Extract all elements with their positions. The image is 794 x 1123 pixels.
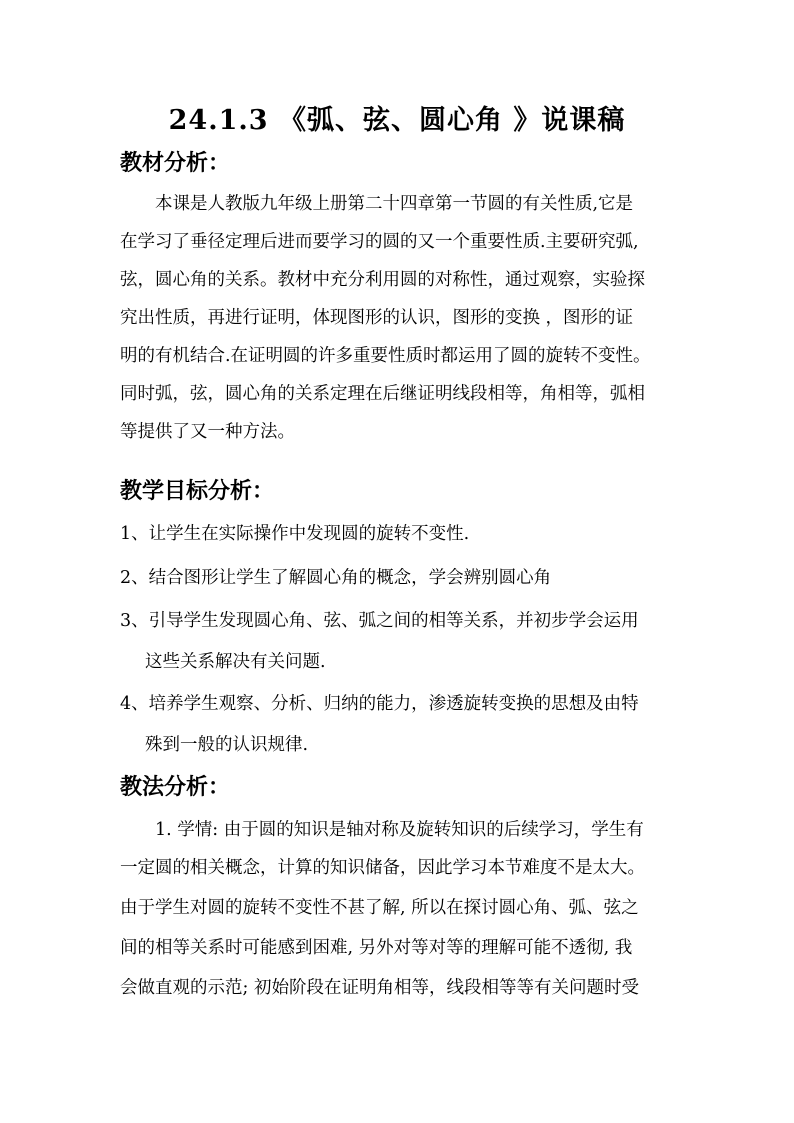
paragraph-line: 等提供了又一种方法。 [120, 422, 295, 442]
list-item-continuation: 这些关系解决有关问题. [145, 652, 326, 672]
list-item: 2、结合图形让学生了解圆心角的概念，学会辨别圆心角 [120, 568, 552, 588]
paragraph-line: 会做直观的示范; 初始阶段在证明角相等，线段相等等有关问题时受 [120, 978, 639, 998]
list-item: 1、让学生在实际操作中发现圆的旋转不变性. [120, 524, 470, 544]
paragraph-line: 一定圆的相关概念，计算的知识储备，因此学习本节难度不是太大。 [120, 858, 645, 878]
paragraph-line: 究出性质，再进行证明，体现图形的认识，图形的变换 ，图形的证 [120, 308, 634, 328]
paragraph-line: 间的相等关系时可能感到困难, 另外对等对等的理解可能不透彻, 我 [120, 938, 633, 958]
list-item: 3、引导学生发现圆心角、弦、弧之间的相等关系，并初步学会运用 [120, 611, 639, 631]
section-heading-textbook-analysis: 教材分析： [120, 150, 231, 176]
section-heading-teaching-methods: 教法分析： [120, 774, 231, 800]
section-heading-teaching-objectives: 教学目标分析： [120, 478, 275, 504]
paragraph-line: 同时弧，弦，圆心角的关系定理在后继证明线段相等，角相等，弧相 [120, 384, 645, 404]
list-item: 4、培养学生观察、分析、归纳的能力，渗透旋转变换的思想及由特 [120, 694, 639, 714]
paragraph-line: 在学习了垂径定理后进而要学习的圆的又一个重要性质.主要研究弧, [120, 232, 639, 252]
paragraph-line: 本课是人教版九年级上册第二十四章第一节圆的有关性质,它是 [155, 194, 634, 214]
paragraph-line: 1. 学情: 由于圆的知识是轴对称及旋转知识的后续学习，学生有 [155, 820, 644, 840]
document-title: 24.1.3 《弧、弦、圆心角 》说课稿 [168, 105, 626, 136]
list-item-continuation: 殊到一般的认识规律. [145, 735, 309, 755]
paragraph-line: 由于学生对圆的旋转不变性不甚了解, 所以在探讨圆心角、弧、弦之 [120, 898, 639, 918]
paragraph-line: 弦，圆心角的关系。教材中充分利用圆的对称性，通过观察，实验探 [120, 270, 645, 290]
paragraph-line: 明的有机结合.在证明圆的许多重要性质时都运用了圆的旋转不变性。 [120, 346, 651, 366]
